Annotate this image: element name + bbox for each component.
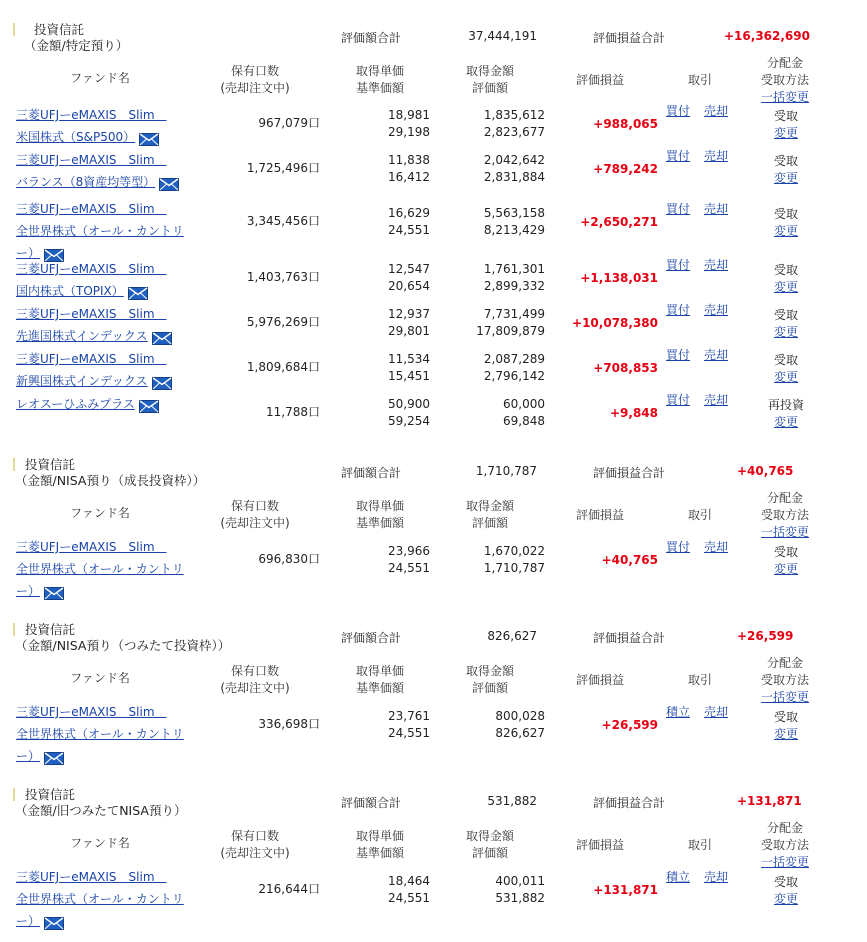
- valuation-amount: 826,627: [495, 726, 545, 740]
- total-gain: +26,599: [737, 629, 794, 643]
- fund-name-line[interactable]: 三菱UFJーeMAXIS Slim: [16, 352, 167, 366]
- change-link[interactable]: 変更: [773, 325, 798, 339]
- header-val: 評価額: [471, 681, 508, 695]
- change-link[interactable]: 変更: [773, 370, 798, 384]
- total-gain-label: 評価損益合計: [593, 796, 666, 810]
- fund-name[interactable]: [16, 393, 159, 415]
- buy-link[interactable]: 買付: [666, 303, 691, 317]
- total-value-label: 評価額合計: [341, 31, 402, 45]
- acquisition-unit-price: 11,534: [388, 352, 430, 366]
- fund-name[interactable]: [16, 303, 172, 347]
- valuation-amount: 1,710,787: [483, 561, 545, 575]
- units-held: 1,403,763口: [246, 270, 320, 284]
- header-units: 保有口数: [230, 829, 279, 843]
- distribution-method: 受取: [773, 207, 798, 221]
- fund-name[interactable]: [16, 701, 184, 767]
- base-price: 20,654: [388, 279, 430, 293]
- valuation-gain: +1,138,031: [580, 271, 658, 285]
- section-marker: [13, 23, 15, 36]
- header-trade: 取引: [687, 508, 712, 522]
- sell-link[interactable]: 売却: [704, 348, 729, 362]
- buy-link[interactable]: 買付: [666, 258, 691, 272]
- mail-icon[interactable]: [152, 375, 172, 388]
- fund-name-line[interactable]: ー）: [16, 749, 41, 763]
- sell-link[interactable]: 売却: [704, 149, 729, 163]
- total-value: 37,444,191: [468, 29, 537, 43]
- header-fund-name: ファンド名: [70, 836, 130, 850]
- header-cost: 取得単価: [355, 829, 404, 843]
- header-gain: 評価損益: [575, 508, 624, 522]
- header-trade: 取引: [687, 73, 712, 87]
- fund-name-line[interactable]: 三菱UFJーeMAXIS Slim: [16, 153, 167, 167]
- valuation-amount: 531,882: [495, 891, 545, 905]
- fund-name[interactable]: [16, 149, 179, 193]
- valuation-amount: 8,213,429: [483, 223, 545, 237]
- base-price: 24,551: [388, 561, 430, 575]
- base-price: 59,254: [388, 414, 430, 428]
- header-nav: 基準価額: [355, 516, 404, 530]
- section-marker: [13, 788, 15, 801]
- fund-name-line[interactable]: バランス（8資産均等型）: [16, 175, 156, 189]
- mail-icon[interactable]: [44, 915, 64, 928]
- header-gain: 評価損益: [575, 673, 624, 687]
- distribution-method: 受取: [773, 353, 798, 367]
- header-val: 評価額: [471, 516, 508, 530]
- fund-name-line[interactable]: 三菱UFJーeMAXIS Slim: [16, 705, 167, 719]
- units-held: 3,345,456口: [246, 214, 320, 228]
- acquisition-unit-price: 18,981: [388, 108, 430, 122]
- header-nav: 基準価額: [355, 681, 404, 695]
- acquisition-amount: 1,761,301: [483, 262, 545, 276]
- total-value-label: 評価額合計: [341, 796, 402, 810]
- fund-name-line[interactable]: 全世界株式（オール・カントリ: [16, 892, 184, 906]
- header-dist-method: 受取方法: [760, 508, 809, 522]
- section-marker: [13, 623, 15, 636]
- header-nav: 基準価額: [355, 846, 404, 860]
- acquisition-unit-price: 16,629: [388, 206, 430, 220]
- mail-icon[interactable]: [44, 585, 64, 598]
- mail-icon[interactable]: [159, 176, 179, 189]
- header-acq: 取得金額: [465, 829, 514, 843]
- header-units: 保有口数: [230, 499, 279, 513]
- header-cost: 取得単価: [355, 64, 404, 78]
- section-subtitle: （金額/NISA預り（つみたて投資枠））: [15, 638, 231, 653]
- header-dist-method: 受取方法: [760, 838, 809, 852]
- buy-link[interactable]: 買付: [666, 149, 691, 163]
- section-marker: [13, 458, 15, 471]
- bulk-change-link[interactable]: 一括変更: [760, 690, 809, 704]
- change-link[interactable]: 変更: [773, 171, 798, 185]
- mail-icon[interactable]: [139, 131, 159, 144]
- sell-link[interactable]: 売却: [704, 202, 729, 216]
- valuation-amount: 69,848: [503, 414, 545, 428]
- section-subtitle: （金額/旧つみたてNISA預り）: [15, 803, 187, 818]
- bulk-change-link[interactable]: 一括変更: [760, 525, 809, 539]
- buy-link[interactable]: 買付: [666, 202, 691, 216]
- base-price: 29,801: [388, 324, 430, 338]
- acquisition-amount: 7,731,499: [483, 307, 545, 321]
- fund-name-line[interactable]: 三菱UFJーeMAXIS Slim: [16, 262, 167, 276]
- mail-icon[interactable]: [152, 330, 172, 343]
- header-dist-method: 受取方法: [760, 673, 809, 687]
- units-held: 11,788口: [266, 405, 320, 419]
- distribution-method: 再投資: [767, 398, 804, 412]
- acquisition-amount: 800,028: [495, 709, 545, 723]
- acquisition-amount: 2,087,289: [483, 352, 545, 366]
- valuation-gain: +988,065: [593, 117, 658, 131]
- header-units: 保有口数: [230, 664, 279, 678]
- header-units-sub: (売却注文中): [220, 681, 290, 695]
- total-gain: +131,871: [737, 794, 802, 808]
- fund-name-line[interactable]: 国内株式（TOPIX）: [16, 284, 124, 298]
- base-price: 24,551: [388, 891, 430, 905]
- buy-link[interactable]: 買付: [666, 540, 691, 554]
- valuation-gain: +708,853: [593, 361, 658, 375]
- acquisition-unit-price: 11,838: [388, 153, 430, 167]
- change-link[interactable]: 変更: [773, 126, 798, 140]
- header-dist: 分配金: [766, 491, 803, 505]
- header-dist-method: 受取方法: [760, 73, 809, 87]
- valuation-gain: +2,650,271: [580, 215, 658, 229]
- header-val: 評価額: [471, 846, 508, 860]
- valuation-gain: +9,848: [609, 406, 658, 420]
- acquisition-unit-price: 12,547: [388, 262, 430, 276]
- valuation-amount: 2,831,884: [483, 170, 545, 184]
- fund-name-line[interactable]: 三菱UFJーeMAXIS Slim: [16, 108, 167, 122]
- fund-name-line[interactable]: レオスーひふみプラス: [16, 397, 135, 411]
- header-fund-name: ファンド名: [70, 506, 130, 520]
- distribution-method: 受取: [773, 109, 798, 123]
- section-subtitle: （金額/特定預り）: [24, 38, 129, 53]
- valuation-amount: 2,899,332: [483, 279, 545, 293]
- total-value: 1,710,787: [475, 464, 537, 478]
- valuation-gain: +131,871: [593, 883, 658, 897]
- header-acq: 取得金額: [465, 64, 514, 78]
- fund-name[interactable]: [16, 104, 167, 148]
- header-cost: 取得単価: [355, 499, 404, 513]
- fund-name-line[interactable]: 全世界株式（オール・カントリ: [16, 727, 184, 741]
- acquisition-unit-price: 12,937: [388, 307, 430, 321]
- mail-icon[interactable]: [44, 750, 64, 763]
- base-price: 29,198: [388, 125, 430, 139]
- header-units: 保有口数: [230, 64, 279, 78]
- header-val: 評価額: [471, 81, 508, 95]
- buy-link[interactable]: 積立: [666, 870, 691, 884]
- sell-link[interactable]: 売却: [704, 258, 729, 272]
- fund-name[interactable]: [16, 866, 184, 932]
- valuation-gain: +789,242: [593, 162, 658, 176]
- header-acq: 取得金額: [465, 499, 514, 513]
- total-value: 826,627: [487, 629, 537, 643]
- acquisition-unit-price: 23,761: [388, 709, 430, 723]
- mail-icon[interactable]: [139, 398, 159, 411]
- header-units-sub: (売却注文中): [220, 846, 290, 860]
- change-link[interactable]: 変更: [773, 562, 798, 576]
- distribution-method: 受取: [773, 710, 798, 724]
- total-gain-label: 評価損益合計: [593, 31, 666, 45]
- bulk-change-link[interactable]: 一括変更: [760, 90, 809, 104]
- buy-link[interactable]: 積立: [666, 705, 691, 719]
- acquisition-amount: 1,670,022: [483, 544, 545, 558]
- fund-name-line[interactable]: ー）: [16, 584, 41, 598]
- fund-name-line[interactable]: 三菱UFJーeMAXIS Slim: [16, 870, 167, 884]
- base-price: 24,551: [388, 726, 430, 740]
- units-held: 1,725,496口: [246, 161, 320, 175]
- bulk-change-link[interactable]: 一括変更: [760, 855, 809, 869]
- units-held: 336,698口: [258, 717, 320, 731]
- header-gain: 評価損益: [575, 838, 624, 852]
- acquisition-amount: 1,835,612: [483, 108, 545, 122]
- header-fund-name: ファンド名: [70, 71, 130, 85]
- distribution-method: 受取: [773, 875, 798, 889]
- change-link[interactable]: 変更: [773, 892, 798, 906]
- units-held: 216,644口: [258, 882, 320, 896]
- header-trade: 取引: [687, 673, 712, 687]
- section-title: 投資信託: [25, 787, 76, 802]
- acquisition-unit-price: 18,464: [388, 874, 430, 888]
- base-price: 24,551: [388, 223, 430, 237]
- distribution-method: 受取: [773, 263, 798, 277]
- sell-link[interactable]: 売却: [704, 540, 729, 554]
- fund-name-line[interactable]: 全世界株式（オール・カントリ: [16, 224, 184, 238]
- total-gain-label: 評価損益合計: [593, 466, 666, 480]
- sell-link[interactable]: 売却: [704, 303, 729, 317]
- valuation-gain: +40,765: [601, 553, 658, 567]
- fund-name-line[interactable]: 全世界株式（オール・カントリ: [16, 562, 184, 576]
- acquisition-amount: 2,042,642: [483, 153, 545, 167]
- section-subtitle: （金額/NISA預り（成長投資枠））: [15, 473, 206, 488]
- buy-link[interactable]: 買付: [666, 104, 691, 118]
- units-held: 967,079口: [258, 116, 320, 130]
- header-cost: 取得単価: [355, 664, 404, 678]
- total-value: 531,882: [487, 794, 537, 808]
- total-value-label: 評価額合計: [341, 466, 402, 480]
- section-title: 投資信託: [25, 622, 76, 637]
- base-price: 15,451: [388, 369, 430, 383]
- base-price: 16,412: [388, 170, 430, 184]
- fund-name-line[interactable]: 米国株式（S&P500）: [16, 130, 136, 144]
- header-trade: 取引: [687, 838, 712, 852]
- section-title: 投資信託: [25, 457, 76, 472]
- acquisition-amount: 5,563,158: [483, 206, 545, 220]
- fund-name[interactable]: [16, 536, 184, 602]
- header-nav: 基準価額: [355, 81, 404, 95]
- valuation-amount: 17,809,879: [476, 324, 545, 338]
- buy-link[interactable]: 買付: [666, 393, 691, 407]
- acquisition-amount: 400,011: [495, 874, 545, 888]
- header-gain: 評価損益: [575, 73, 624, 87]
- header-units-sub: (売却注文中): [220, 516, 290, 530]
- change-link[interactable]: 変更: [773, 224, 798, 238]
- fund-name-line[interactable]: 三菱UFJーeMAXIS Slim: [16, 540, 167, 554]
- acquisition-unit-price: 23,966: [388, 544, 430, 558]
- header-dist: 分配金: [766, 821, 803, 835]
- fund-name[interactable]: [16, 258, 167, 302]
- sell-link[interactable]: 売却: [704, 705, 729, 719]
- header-dist: 分配金: [766, 656, 803, 670]
- fund-name-line[interactable]: ー）: [16, 246, 41, 260]
- total-gain: +16,362,690: [724, 29, 810, 43]
- sell-link[interactable]: 売却: [704, 104, 729, 118]
- units-held: 5,976,269口: [246, 315, 320, 329]
- change-link[interactable]: 変更: [773, 727, 798, 741]
- valuation-amount: 2,823,677: [483, 125, 545, 139]
- acquisition-unit-price: 50,900: [388, 397, 430, 411]
- fund-name-line[interactable]: 先進国株式インデックス: [16, 329, 148, 343]
- fund-name[interactable]: [16, 198, 184, 264]
- header-fund-name: ファンド名: [70, 671, 130, 685]
- fund-name[interactable]: [16, 348, 172, 392]
- distribution-method: 受取: [773, 545, 798, 559]
- change-link[interactable]: 変更: [773, 415, 798, 429]
- total-value-label: 評価額合計: [341, 631, 402, 645]
- distribution-method: 受取: [773, 308, 798, 322]
- valuation-amount: 2,796,142: [483, 369, 545, 383]
- header-units-sub: (売却注文中): [220, 81, 290, 95]
- total-gain-label: 評価損益合計: [593, 631, 666, 645]
- sell-link[interactable]: 売却: [704, 870, 729, 884]
- sell-link[interactable]: 売却: [704, 393, 729, 407]
- total-gain: +40,765: [737, 464, 794, 478]
- fund-name-line[interactable]: 三菱UFJーeMAXIS Slim: [16, 202, 167, 216]
- header-dist: 分配金: [766, 56, 803, 70]
- buy-link[interactable]: 買付: [666, 348, 691, 362]
- valuation-gain: +26,599: [601, 718, 658, 732]
- units-held: 1,809,684口: [246, 360, 320, 374]
- fund-name-line[interactable]: 三菱UFJーeMAXIS Slim: [16, 307, 167, 321]
- section-title: 投資信託: [34, 22, 85, 37]
- mail-icon[interactable]: [128, 285, 148, 298]
- valuation-gain: +10,078,380: [572, 316, 658, 330]
- change-link[interactable]: 変更: [773, 280, 798, 294]
- fund-name-line[interactable]: ー）: [16, 914, 41, 928]
- distribution-method: 受取: [773, 154, 798, 168]
- units-held: 696,830口: [258, 552, 320, 566]
- acquisition-amount: 60,000: [503, 397, 545, 411]
- header-acq: 取得金額: [465, 664, 514, 678]
- fund-name-line[interactable]: 新興国株式インデックス: [16, 374, 148, 388]
